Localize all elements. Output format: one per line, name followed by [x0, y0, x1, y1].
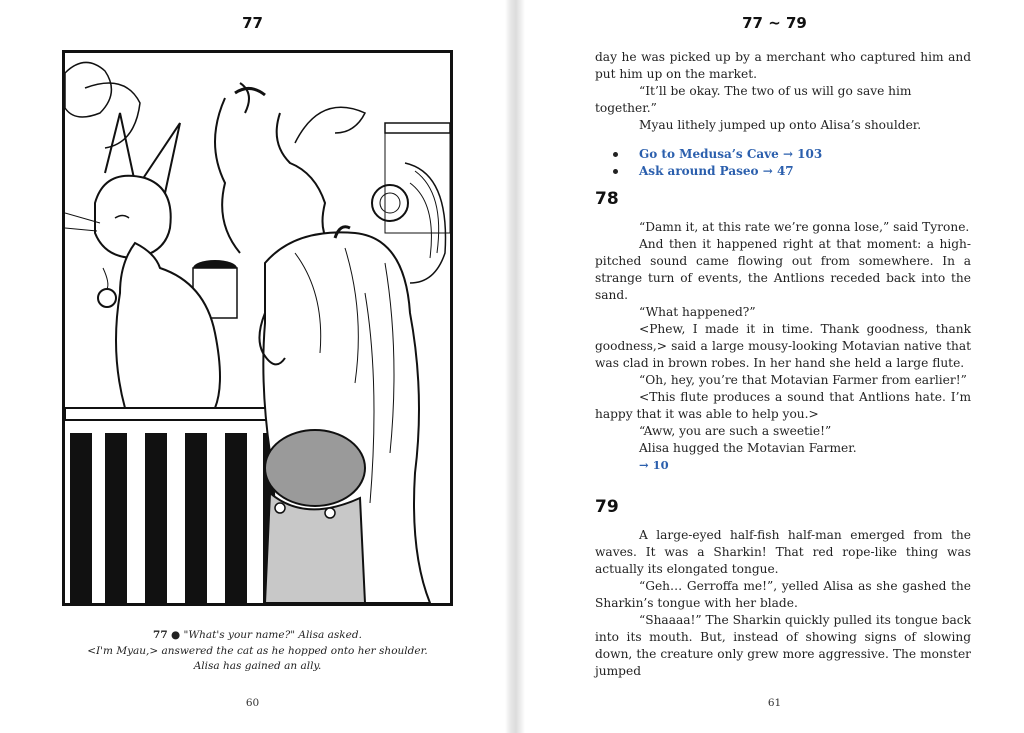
- section-78-text: [595, 219, 971, 457]
- choice-list: [595, 146, 971, 180]
- right-page: [525, 0, 1024, 733]
- paragraph: “Oh, hey, you’re that Motavian Farmer from earlier!”: [639, 373, 967, 387]
- paragraph: day he was picked up by a merchant who captured him and put him up on the market.: [595, 50, 971, 81]
- paragraph: “It’ll be okay. The two of us will go save him together.”: [595, 84, 912, 115]
- caption-number: 77: [153, 629, 168, 641]
- paragraph: Alisa hugged the Motavian Farmer.: [639, 441, 857, 455]
- paragraph: <This flute produces a sound that Antlions hate. I’m happy that it was able to help you.>: [595, 390, 971, 421]
- paragraph: “Geh… Gerroffa me!”, yelled Alisa as she gashed the Sharkin’s tongue with her blade.: [595, 579, 971, 610]
- caption-text-1: "What's your name?" Alisa asked.: [183, 629, 362, 641]
- left-page: [0, 0, 505, 733]
- right-page-header: 77 ~ 79: [742, 14, 807, 32]
- illustration-art: [65, 53, 450, 603]
- goto-link-10[interactable]: → 10: [639, 458, 669, 472]
- book-gutter: [505, 0, 525, 733]
- right-page-number: 61: [767, 697, 782, 709]
- illustration-caption: [60, 628, 455, 675]
- left-page-number: 60: [245, 697, 260, 709]
- section-78-title: 78: [595, 189, 619, 209]
- paragraph: “What happened?”: [639, 305, 756, 319]
- paragraph: “Aww, you are such a sweetie!”: [639, 424, 832, 438]
- manga-illustration: [62, 50, 453, 606]
- paragraph: And then it happened right at that moment: a high-pitched sound came flowing out from somewhere. In a strange turn of events, the Antlions receded back into the sand.: [595, 237, 971, 302]
- caption-line-2: <I'm Myau,> answered the cat as he hopped onto her shoulder.: [87, 644, 428, 657]
- paragraph: “Shaaaa!” The Sharkin quickly pulled its tongue back into its mouth. But, instead of showing signs of slowing down, the creature only grew more aggressive. The monster jumped: [595, 613, 971, 678]
- caption-line-3: Alisa has gained an ally.: [193, 660, 322, 672]
- caption-bullet-icon: ●: [171, 629, 181, 641]
- continuation-text: [595, 49, 971, 180]
- paragraph: “Damn it, at this rate we’re gonna lose,” said Tyrone.: [639, 220, 970, 234]
- paragraph: Myau lithely jumped up onto Alisa’s shoulder.: [639, 118, 922, 132]
- left-page-header: 77: [242, 14, 263, 32]
- paragraph: <Phew, I made it in time. Thank goodness, thank goodness,> said a large mousy-looking Motavian native that was clad in brown robes. In her hand she held a large flute.: [595, 322, 971, 370]
- caption-line-1: [60, 628, 455, 644]
- section-79-title: 79: [595, 497, 619, 517]
- choice-link-medusas-cave[interactable]: Go to Medusa’s Cave → 103: [595, 146, 971, 163]
- paragraph: A large-eyed half-fish half-man emerged from the waves. It was a Sharkin! That red rope-like thing was actually its elongated tongue.: [595, 528, 971, 576]
- section-79-text: [595, 527, 971, 680]
- choice-link-paseo[interactable]: Ask around Paseo → 47: [595, 163, 971, 180]
